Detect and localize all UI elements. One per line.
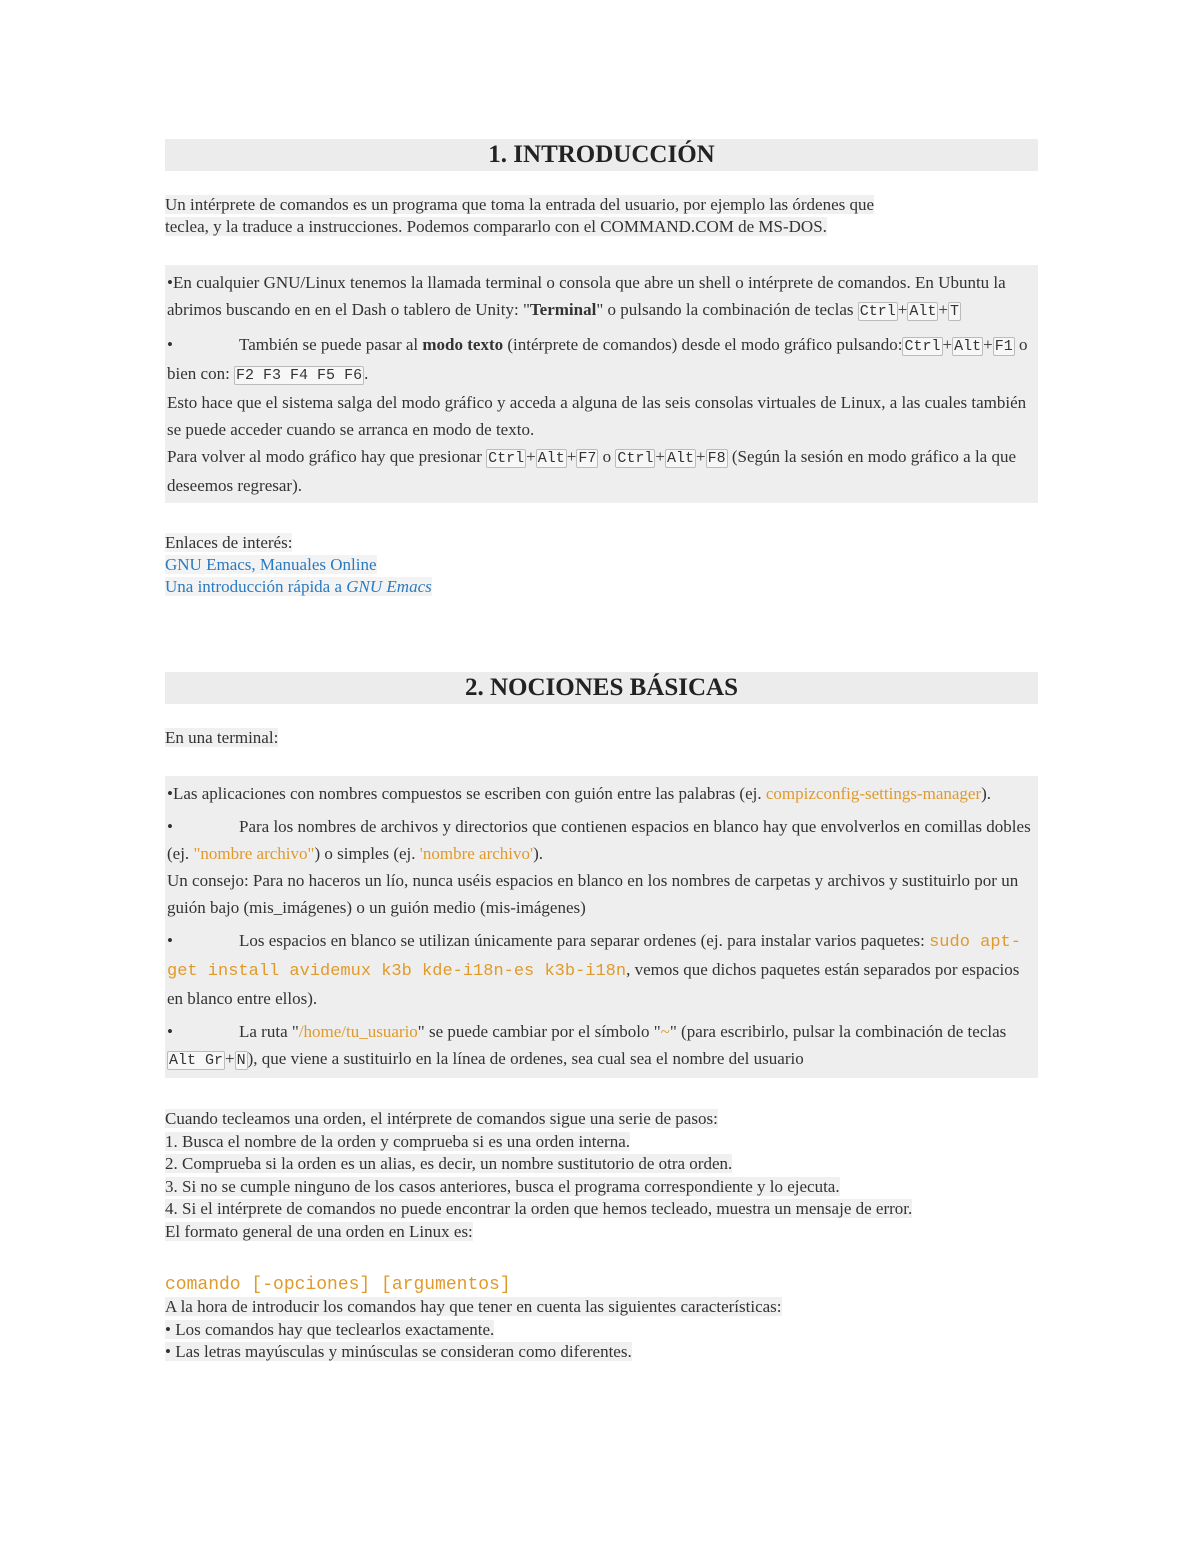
key-alt: Alt (537, 450, 565, 467)
steps-list (165, 1108, 1038, 1243)
tip-text: Un consejo: Para no haceros un lío, nunca uséis espacios en blanco en los nombres de carpetas y archivos y sustituirlo por un guión bajo (mis_imágenes) o un guión medio (mis-imágenes) (167, 871, 1019, 917)
rules-list (165, 1296, 1038, 1364)
step-4: 4. Si el intérprete de comandos no puede encontrar la orden que hemos tecleado, muestra un mensaje de error. (165, 1199, 913, 1218)
example-double-quotes: "nombre archivo" (193, 844, 315, 863)
terminal-bold: Terminal (529, 300, 597, 319)
command-format: comando [-opciones] [argumentos] (165, 1275, 511, 1295)
bullet-dot: • (167, 817, 173, 836)
bullet-spaces: • Los espacios en blanco se utilizan únicamente para separar ordenes (ej. para instalar varios paquetes: sudo apt-get install avidemux k3b kde-i18n-es k3b-i18n, vemos que dichos paquetes están separados por espacios en blanco entre ellos). (167, 927, 1036, 1012)
intro-line-2: teclea, y la traduce a instrucciones. Podemos compararlo con el COMMAND.COM de MS-DOS. (165, 217, 827, 236)
key-f8: F8 (707, 450, 726, 467)
section-1-heading: 1. INTRODUCCIÓN (165, 139, 1038, 171)
example-single-quotes: 'nombre archivo' (419, 844, 534, 863)
bullet-terminal: •En cualquier GNU/Linux tenemos la llamada terminal o consola que abre un shell o intérprete de comandos. En Ubuntu la abrimos buscando en en el Dash o tablero de Unity: "Terminal" o pulsando la combinación de teclas Ctrl + Alt + T (167, 273, 1006, 320)
key-ctrl: Ctrl (904, 338, 941, 355)
key-ctrl: Ctrl (617, 450, 654, 467)
example-package-name: compizconfig-settings-manager (765, 784, 982, 803)
key-t: T (949, 303, 959, 320)
key-alt-gr: Alt Gr (169, 1052, 224, 1069)
step-1: 1. Busca el nombre de la orden y comprueba si es una orden interna. (165, 1131, 630, 1151)
bullet-dot: • (167, 335, 173, 354)
example-home-path: /home/tu_usuario (298, 1022, 418, 1041)
bullet-dot: • (167, 1022, 173, 1041)
rules-intro: A la hora de introducir los comandos hay que tener en cuenta las siguientes características: (165, 1297, 782, 1316)
key-n: N (236, 1052, 246, 1069)
virtual-consoles-text: Esto hace que el sistema salga del modo gráfico y acceda a alguna de las seis consolas virtuales de Linux, a las cuales también se puede acceder cuando se arranca en modo de texto. (167, 393, 1027, 439)
function-keys: F2 F3 F4 F5 F6 (236, 367, 363, 384)
key-f7: F7 (578, 450, 597, 467)
intro-line-1: Un intérprete de comandos es un programa que toma la entrada del usuario, por ejemplo las órdenes que (165, 195, 875, 214)
tilde-symbol: ~ (660, 1022, 670, 1041)
bullet-home-path: • La ruta "/home/tu_usuario" se puede cambiar por el símbolo "~" (para escribirlo, pulsar la combinación de teclas Alt Gr + N ), que viene a sustituirlo en la línea de ordenes, sea cual sea el nombre del usuario (167, 1018, 1036, 1074)
link-emacs-intro[interactable]: Una introducción rápida a GNU Emacs (165, 577, 432, 596)
rule-case: • Las letras mayúsculas y minúsculas se consideran como diferentes. (165, 1342, 632, 1361)
section-2-heading: 2. NOCIONES BÁSICAS (165, 672, 1038, 704)
rule-exact: • Los comandos hay que teclearlos exactamente. (165, 1319, 495, 1339)
bullet-text-mode: • También se puede pasar al modo texto (intérprete de comandos) desde el modo gráfico pulsando: Ctrl + Alt + F1 o bien con: F2 F3 F4 F5 F6 . (167, 331, 1036, 389)
key-f1: F1 (994, 338, 1013, 355)
link-gnu-emacs-manuals[interactable]: GNU Emacs, Manuales Online (165, 555, 377, 574)
bullet-compound-names: •Las aplicaciones con nombres compuestos se escriben con guión entre las palabras (ej. compizconfig-settings-manager). (167, 784, 992, 803)
key-ctrl: Ctrl (859, 303, 896, 320)
key-alt: Alt (666, 450, 694, 467)
intro-paragraph (165, 194, 1038, 238)
text-mode-bold: modo texto (422, 335, 504, 354)
key-alt: Alt (909, 303, 937, 320)
key-alt: Alt (954, 338, 982, 355)
terminal-intro: En una terminal: (165, 728, 279, 747)
format-intro: El formato general de una orden en Linux es: (165, 1221, 473, 1241)
steps-intro: Cuando tecleamos una orden, el intérprete de comandos sigue una serie de pasos: (165, 1109, 718, 1128)
basics-box (165, 776, 1038, 1078)
example-install-command: sudo apt-get install avidemux k3b kde-i18n-es k3b-i18n (167, 933, 1021, 981)
bullet-dot: • (167, 784, 173, 803)
bullet-quotes: • Para los nombres de archivos y directorios que contienen espacios en blanco hay que envolverlos en comillas dobles (ej. "nombre archivo") o simples (ej. 'nombre archivo'). (167, 813, 1036, 867)
step-3: 3. Si no se cumple ninguno de los casos anteriores, busca el programa correspondiente y lo ejecuta. (165, 1176, 840, 1196)
return-graphic-text: Para volver al modo gráfico hay que presionar Ctrl + Alt + F7 o Ctrl + Alt + F8 (Según la sesión en modo gráfico a la que deseemos regresar). (167, 447, 1017, 495)
bullet-dot: • (167, 931, 173, 950)
document-page (165, 139, 1038, 1364)
key-ctrl: Ctrl (488, 450, 525, 467)
links-of-interest (165, 532, 1038, 598)
terminal-info-box (165, 265, 1038, 503)
links-label: Enlaces de interés: (165, 533, 293, 552)
bullet-dot: • (167, 273, 173, 292)
step-2: 2. Comprueba si la orden es un alias, es decir, un nombre sustitutorio de otra orden. (165, 1154, 733, 1173)
